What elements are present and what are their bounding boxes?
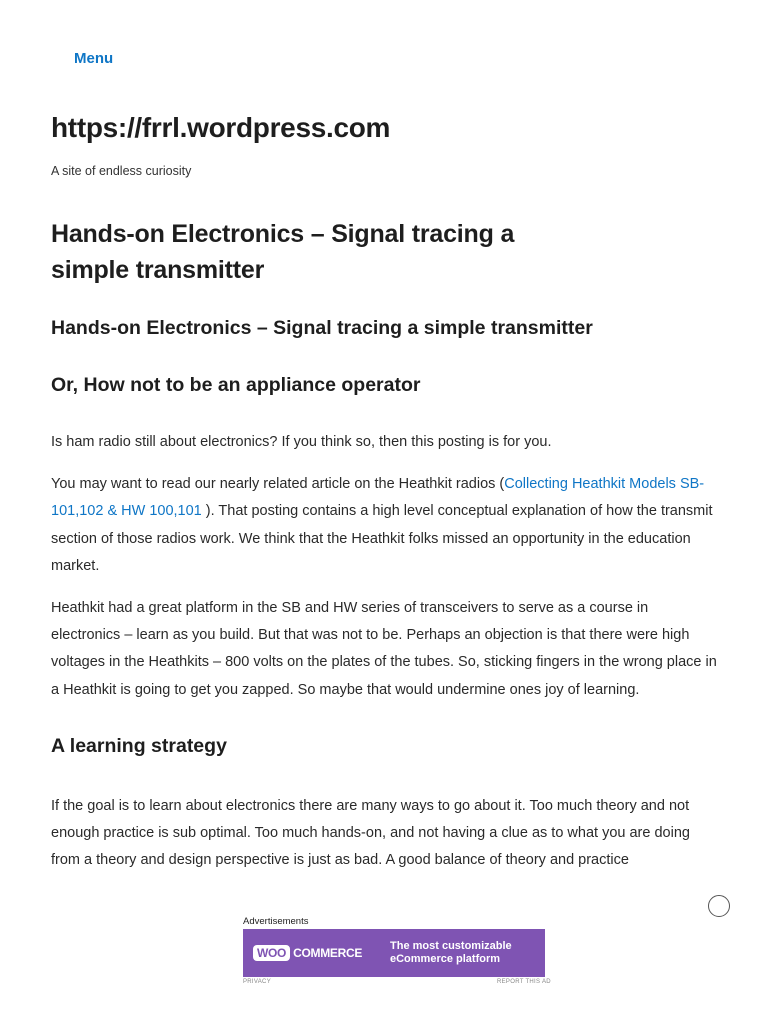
menu-button[interactable]: Menu (74, 50, 114, 67)
ad-report-link[interactable]: REPORT THIS AD (497, 979, 551, 985)
scroll-indicator-icon[interactable] (708, 895, 730, 917)
woocommerce-logo (253, 945, 378, 961)
paragraph-related-before: You may want to read our nearly related article on the Heathkit radios ( (51, 476, 505, 493)
ad-label: Advertisements (243, 916, 309, 927)
post-subtitle: Hands-on Electronics – Signal tracing a simple transmitter (51, 317, 593, 339)
post-title: Hands-on Electronics – Signal tracing a simple transmitter (51, 220, 515, 284)
commerce-word: COMMERCE (293, 946, 363, 960)
site-tagline: A site of endless curiosity (51, 164, 192, 178)
section-heading-learning: A learning strategy (51, 734, 227, 757)
section-heading-appliance: Or, How not to be an appliance operator (51, 374, 421, 396)
ad-tagline: The most customizable eCommerce platform (390, 940, 512, 965)
heathkit-article-link[interactable]: Collecting Heathkit Models SB-101,102 & HW 100,101 (51, 476, 705, 520)
ad-privacy-link[interactable]: PRIVACY (243, 979, 271, 985)
woo-badge: WOO (253, 945, 290, 961)
post-content (51, 216, 721, 874)
paragraph-intro: Is ham radio still about electronics? If you think so, then this posting is for you. (51, 434, 552, 450)
paragraph-learning: If the goal is to learn about electronics there are many ways to go about it. Too much theory and not enough practice is sub optimal. Too much hands-on, and not having a clue as to what you are doing from a theory and design perspective is just as bad. A good balance of theory and practice (51, 797, 690, 869)
paragraph-related (51, 471, 721, 580)
site-title[interactable]: https://frrl.wordpress.com (51, 112, 391, 143)
paragraph-related-after: ). That posting contains a high level conceptual explanation of how the transmit section of those radios work. We think that the Heathkit folks missed an opportunity in the education market. (51, 503, 713, 574)
ad-banner[interactable] (243, 929, 545, 977)
paragraph-heathkit: Heathkit had a great platform in the SB and HW series of transceivers to serve as a course in electronics – learn as you build. But that was not to be. Perhaps an objection is that there were high voltages in the Heathkits – 800 volts on the plates of the tubes. So, sticking fingers in the wrong place in a Heathkit is going to get you zapped. So maybe that would undermine ones joy of learning. (51, 600, 717, 698)
